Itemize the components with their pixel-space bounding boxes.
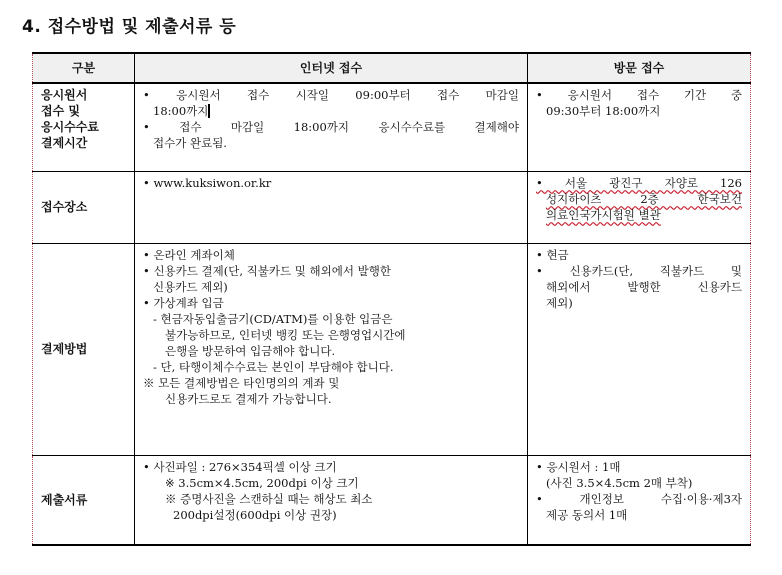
header-online: 인터넷 접수 — [135, 53, 528, 83]
text-line: 제공 동의서 1매 — [546, 507, 628, 522]
text-line: 200dpi설정(600dpi 이상 권장) — [173, 507, 337, 522]
submission-table — [32, 52, 751, 546]
text-line: • 개인정보 수집·이용·제3자 — [536, 491, 742, 506]
cell-visit-payment-method — [528, 243, 751, 455]
table-row-payment-method — [33, 243, 751, 455]
text-line: • 응시원서 접수 시작일 09:00부터 접수 마감일 — [143, 88, 519, 102]
header-category: 구분 — [33, 53, 135, 83]
table-row-payment-time — [33, 83, 751, 171]
header-visit: 방문 접수 — [528, 53, 751, 83]
text-line: • 응시원서 접수 기간 중 — [536, 88, 742, 102]
text-line: • 접수 마감일 18:00까지 응시수수료를 결제해야 — [143, 120, 519, 134]
text-line: • 가상계좌 입금 — [143, 295, 224, 310]
text-line: • 응시원서 : 1매 — [536, 459, 621, 474]
table-row-documents — [33, 455, 751, 545]
label-line: 응시원서 — [41, 88, 88, 102]
text-line: • 신용카드(단, 직불카드 및 — [536, 263, 742, 278]
cell-online-payment-method — [135, 243, 528, 455]
website-url: • www.kuksiwon.or.kr — [143, 175, 272, 190]
text-line: ※ 3.5cm×4.5cm, 200dpi 이상 크기 — [165, 475, 359, 490]
label-line: 결제시간 — [41, 136, 88, 150]
text-line: - 단, 타행이체수수료는 본인이 부담해야 합니다. — [153, 359, 394, 374]
text-line: (사진 3.5×4.5cm 2매 부착) — [546, 475, 693, 490]
text-line: • 서울 광진구 자양로 126 — [536, 175, 742, 190]
text-line: 제외) — [546, 295, 573, 310]
row-label-payment-time — [33, 83, 135, 171]
text-line: ※ 모든 결제방법은 타인명의의 계좌 및 — [143, 375, 340, 390]
text-line: 신용카드로도 결제가 가능합니다. — [165, 391, 332, 406]
text-line: 의료인국가시험원 별관 — [546, 207, 661, 222]
cell-visit-documents — [528, 455, 751, 545]
text-line: - 현금자동입출금기(CD/ATM)를 이용한 입금은 — [153, 311, 393, 326]
text-line: • 온라인 계좌이체 — [143, 247, 235, 262]
label-line: 응시수수료 — [41, 120, 99, 134]
text-line: 성지하이츠 2층 한국보건 — [546, 191, 742, 206]
text-line: • 현금 — [536, 247, 569, 262]
text-line: 09:30부터 18:00까지 — [546, 104, 661, 118]
text-line: 접수가 완료됨. — [153, 136, 227, 150]
text-line-wrapper — [143, 103, 519, 119]
text-line: 불가능하므로, 인터넷 뱅킹 또는 은행영업시간에 — [165, 327, 406, 342]
text-cursor: 18:00까지 — [153, 104, 209, 118]
table-header-row — [33, 53, 751, 83]
cell-visit-place — [528, 171, 751, 243]
text-line: 은행을 방문하여 입금해야 합니다. — [165, 343, 336, 358]
cell-online-documents — [135, 455, 528, 545]
row-label-place: 접수장소 — [33, 171, 135, 243]
cell-online-place — [135, 171, 528, 243]
text-line: • 사진파일 : 276×354픽셀 이상 크기 — [143, 459, 337, 474]
label-line: 접수 및 — [41, 104, 80, 118]
table-row-place — [33, 171, 751, 243]
text-line: • 신용카드 결제(단, 직불카드 및 해외에서 발행한 — [143, 263, 391, 278]
text-line: 해외에서 발행한 신용카드 — [546, 279, 742, 294]
cell-visit-payment-time — [528, 83, 751, 171]
text-line: 신용카드 제외) — [153, 279, 228, 294]
section-heading: 4. 접수방법 및 제출서류 등 — [22, 17, 237, 37]
cell-online-payment-time — [135, 83, 528, 171]
text-line: ※ 증명사진을 스캔하실 때는 해상도 최소 — [165, 491, 373, 506]
row-label-payment-method: 결제방법 — [33, 243, 135, 455]
row-label-documents: 제출서류 — [33, 455, 135, 545]
